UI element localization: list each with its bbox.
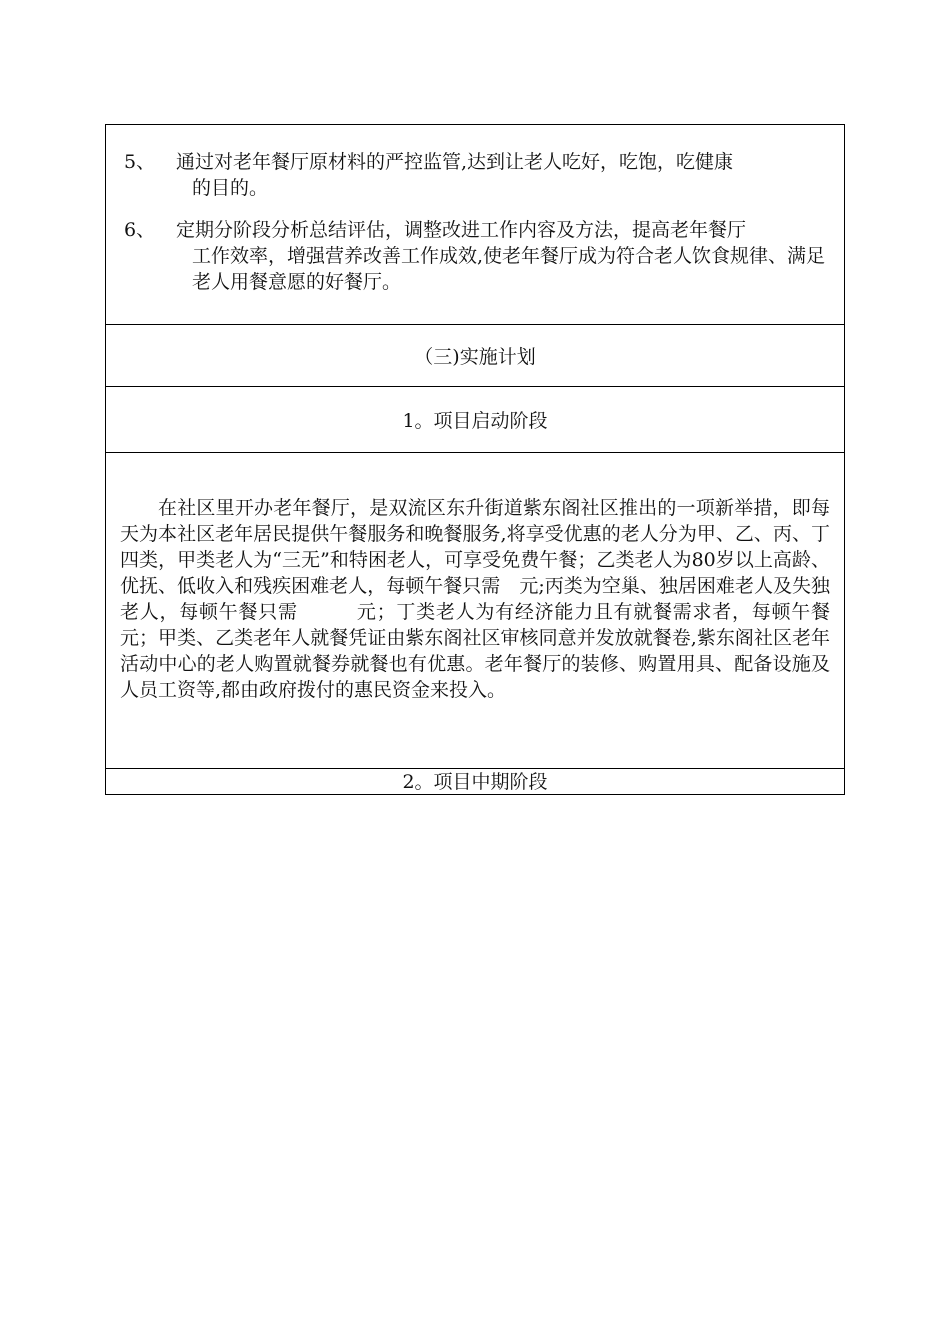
phase1-paragraph: 在社区里开办老年餐厅，是双流区东升街道紫东阁社区推出的一项新举措，即每天为本社区老年居民提供午餐服务和晚餐服务,将享受优惠的老人分为甲、乙、丙、丁四类，甲类老人为“三无”和特困老人，可享受免费午餐；乙类老人为80岁以上高龄、优抚、低收入和残疾困难老人，每顿午餐只需 元;丙类为空巢、独居困难老人及失独老人，每顿午餐只需 元；丁类老人为有经济能力且有就餐需求者，每顿午餐 元；甲类、乙类老年人就餐凭证由紫东阁社区审核同意并发放就餐卷,紫东阁社区老年活动中心的老人购置就餐券就餐也有优惠。老年餐厅的装修、购置用具、配备设施及人员工资等,都由政府拨付的惠民资金来投入。 [120, 497, 850, 701]
list-item [124, 217, 826, 295]
phase2-heading-row [106, 769, 844, 794]
phase1-heading: 1。项目启动阶段 [402, 410, 548, 432]
section-heading: （三)实施计划 [414, 346, 536, 368]
list-item-text: 定期分阶段分析总结评估，调整改进工作内容及方法，提高老年餐厅 [176, 219, 747, 241]
section-heading-row [106, 325, 844, 387]
list-item-number: 6、 [124, 219, 156, 241]
list-item-text: 通过对老年餐厅原材料的严控监管,达到让老人吃好，吃饱，吃健康 [176, 151, 734, 173]
list-item-number: 5、 [124, 151, 156, 173]
list-item [124, 149, 826, 201]
phase1-heading-row [106, 387, 844, 453]
phase1-content-row [106, 453, 850, 769]
list-item-continuation: 的目的。 [192, 177, 269, 199]
document-table [105, 124, 850, 795]
list-item-continuation: 工作效率，增强营养改善工作成效,使老年餐厅成为符合老人饮食规律、满足老人用餐意愿的好餐厅。 [192, 245, 826, 293]
phase2-heading: 2。项目中期阶段 [402, 770, 548, 793]
goals-list [106, 125, 844, 325]
